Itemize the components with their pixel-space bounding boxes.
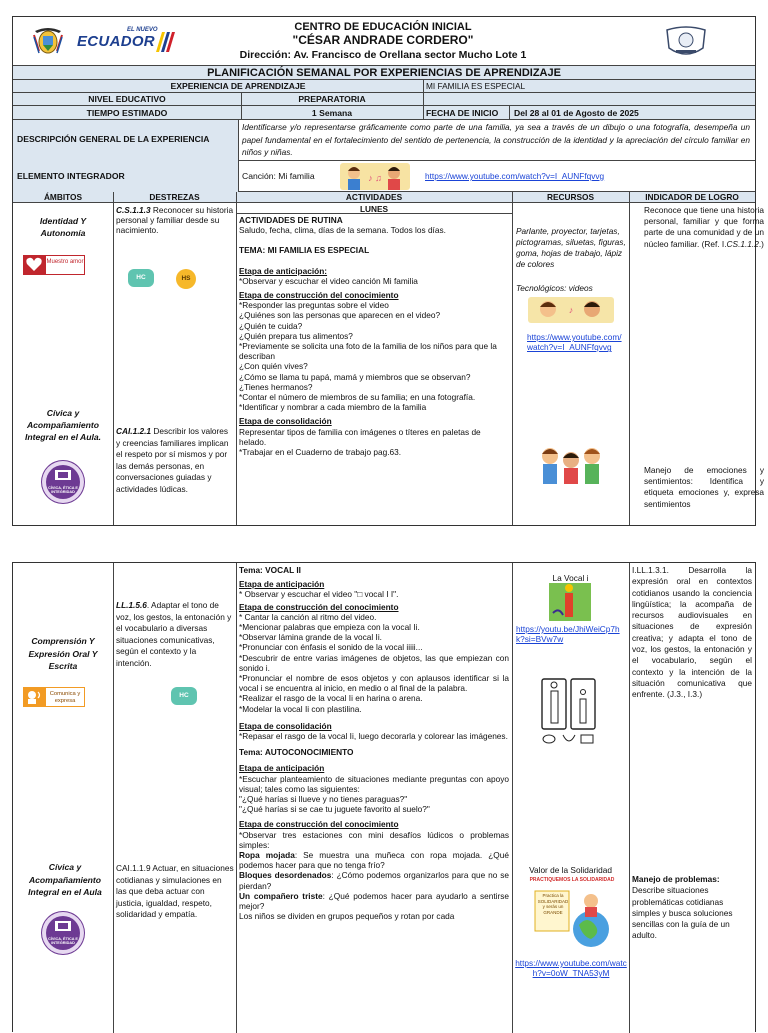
time-label: TIEMPO ESTIMADO — [86, 108, 168, 118]
school-name: CENTRO DE EDUCACIÓN INICIAL — [294, 21, 472, 33]
station-item: Bloques desordenados: ¿Cómo podemos organizarlos para que no se pierdan? — [239, 870, 509, 891]
col-destrezas: DESTREZAS — [149, 192, 200, 202]
ambito-comprension: Comprensión Y Expresión Oral Y Escrita — [28, 636, 98, 671]
activity-line: * Observar y escuchar el video "□ vocal I I". — [239, 589, 399, 600]
planning-page-2 — [12, 562, 756, 1032]
activity-line: *Modelar la vocal Ii con plastilina. — [239, 703, 362, 714]
activity-line: *Descubrir de entre varias imágenes de objetos, las que empiezan con sonido i. — [239, 652, 509, 673]
activity-line: *Observar y escuchar el video canción Mi familia — [239, 275, 418, 286]
video-thumbnail-kids — [528, 297, 614, 323]
svg-text:♪ ♫: ♪ ♫ — [368, 173, 382, 183]
integrator-row — [13, 161, 755, 192]
activity-line: "¿Qué harías si llueve y no tienes paraguas?" — [239, 794, 408, 805]
civic-ethics-badge-label-2: CÍVICA, ÉTICA E INTEGRIDAD — [48, 937, 78, 946]
experience-value: MI FAMILIA ES ESPECIAL — [426, 81, 526, 91]
destreza-ll156: LL.1.5.6. Adaptar el tono de voz, los gestos, la entonación y el vocabulario a diversas situaciones comunicativas, según el contexto y la intención. — [116, 600, 232, 668]
planning-page-1 — [12, 16, 764, 526]
start-date-label: FECHA DE INICIO — [426, 108, 499, 118]
chip-hs: HS — [176, 269, 196, 289]
badge-comunica — [23, 687, 103, 707]
solidaridad-poster: PRACTIQUEMOS LA SOLIDARIDAD Practica la SOLIDARIDAD y serás un GRANDE — [529, 877, 615, 953]
school-crest-icon — [663, 26, 709, 58]
activity-line: "¿Qué harías si se cae tu juguete favorito al suelo?" — [239, 804, 430, 815]
activities-day1: ACTIVIDADES DE RUTINA Saludo, fecha, clima, días de la semana. Todos los días. TEMA: MI FAMILIA ES ESPECIAL Etapa de anticipación: *Observar y escuchar el video canción Mi familia Etapa de construcción del conocimiento *Responder las preguntas sobre el video ¿Quiénes son las personas que aparecen en el video? ¿Quién te cuida? ¿Quién prepara tus alimentos? *Previamente se solicita una foto de la familia de los niños para que la describan ¿Con quién vives? ¿Cómo se llama tu papá, mamá y miembros que se observan? ¿Tienes hermanos? *Contar el número de miembros de su familia; en una fotografía. *Identificar y nombrar a cada miembro de la familia Etapa de consolidación Representar tipos de familia con imágenes o títeres en paletas de helado. *Trabajar en el Cuaderno de trabajo pag.63. — [239, 215, 509, 457]
table-header — [13, 192, 755, 203]
destreza-cai119: CAI.1.1.9 Actuar, en situaciones cotidianas y simulaciones en las que deba actuar con justicia, igualdad, respeto, solidaridad y empatía. — [116, 863, 234, 919]
integrator-song: Canción: Mi familia — [242, 171, 315, 181]
activity-line: *Contar el número de miembros de su familia; en una fotografía. — [239, 392, 476, 403]
heart-icon — [23, 255, 45, 275]
activity-line: ¿Quiénes son las personas que aparecen en el video? — [239, 310, 441, 321]
indicator-problemas: Manejo de problemas: Describe situaciones problemáticas cotidianas simples y busca soluciones sencillas con la guía de un adulto. — [632, 874, 733, 941]
col-ambitos: ÁMBITOS — [43, 192, 83, 202]
activity-line: *Observar lámina grande de la vocal Ii. — [239, 632, 382, 643]
activity-line: *Pronunciar el nombre de esos objetos y con aplausos identificar si la vocal i se encuentra al inicio, en medio o al final de la palabra. — [239, 673, 509, 694]
badge-muestro-amor — [23, 255, 103, 275]
activity-line: *Pronunciar con énfasis el sonido de la vocal iiiii... — [239, 642, 423, 653]
activity-line: Representar tipos de familia con imágenes o títeres en paletas de helado. — [239, 426, 481, 447]
resource-vocal-link[interactable]: https://youtu.be/JhiWeiCp7hk?si=BVw7w — [516, 624, 620, 645]
destreza-cs113: C.S.1.1.3 Reconocer su historia personal y familiar desde su nacimiento. — [116, 205, 234, 236]
station-item: Ropa mojada: Se muestra una muñeca con ropa mojada. ¿Qué podemos hacer para que no tenga frío? — [239, 850, 509, 871]
badge-comunica-label: Comunica y expresa — [45, 687, 85, 707]
resource-vocal-title: La Vocal i — [552, 573, 589, 583]
resources-list: Parlante, proyector, tarjetas, pictogramas, siluetas, figuras, goma, hojas de trabajo, lápiz de colores — [516, 226, 626, 269]
day-lunes: LUNES — [359, 204, 389, 214]
activity-line: ¿Tienes hermanos? — [239, 381, 313, 392]
activity-line: *Previamente se solicita una foto de la familia de los niños para que la describan — [239, 341, 497, 362]
description-label: DESCRIPCIÓN GENERAL DE LA EXPERIENCIA — [17, 134, 210, 144]
activities-vocal: Tema: VOCAL II Etapa de anticipación * Observar y escuchar el video "□ vocal I I". Etapa de construcción del conocimiento * Cantar la canción al ritmo del video. *Mencionar palabras que empieza con la vocal Ii. *Observar lámina grande de la vocal Ii. *Pronunciar con énfasis el sonido de la vocal iiiii... *Descubrir de entre varias imágenes de objetos, las que empiezan con sonido i. *Pronunciar el nombre de esos objetos y con aplausos identificar si la vocal i se encuentra al inicio, en medio o al final de la palabra. *Realizar el rasgo de la vocal Ii en harina o arena. *Modelar la vocal Ii con plastilina. Etapa de consolidación *Repasar el rasgo de la vocal Ii, luego decorarla y colorear las imágenes. Tema: AUTOCONOCIMIENTO Etapa de anticipación *Escuchar planteamiento de situaciones mediante preguntas con apoyo visual; tales como las siguientes: "¿Qué harías si llueve y no tienes paraguas?" "¿Qué harías si se cae tu juguete favorito al suelo?" Etapa de construcción del conocimiento *Observar tres estaciones con mini desafíos lúdicos o problemas simples: Ropa mojada: Se muestra una muñeca con ropa mojada. ¿Qué podemos hacer para que no tenga frío? Bloques desordenados: ¿Cómo podemos organizarlos para que no se pierdan? Un compañero triste: ¿Qué podemos hacer para ayudarlo a sentirse mejor? Los niños se dividen en grupos pequeños y rotan por cada — [239, 565, 509, 922]
integrator-label: ELEMENTO INTEGRADOR — [17, 171, 125, 181]
col-recursos: RECURSOS — [546, 192, 595, 202]
activity-line: *Responder las preguntas sobre el video — [239, 300, 389, 311]
description-row — [13, 120, 755, 161]
civic-ethics-badge-2 — [41, 911, 85, 955]
activity-line: *Trabajar en el Cuaderno de trabajo pag.63. — [239, 447, 402, 458]
family-children-illustration — [340, 163, 410, 190]
school-name-quoted: "CÉSAR ANDRADE CORDERO" — [292, 33, 474, 47]
ambito-civica: Cívica y Acompañamiento Integral en el Aula. — [24, 408, 102, 442]
experience-label: EXPERIENCIA DE APRENDIZAJE — [170, 81, 306, 91]
family-group-illustration — [536, 442, 606, 486]
col-indicador: INDICADOR DE LOGRO — [645, 192, 739, 202]
level-label: NIVEL EDUCATIVO — [88, 94, 166, 104]
resource-solidaridad-title: Valor de la Solidaridad — [529, 865, 612, 875]
activity-line: * Cantar la canción al ritmo del video. — [239, 611, 377, 622]
activity-line: ¿Con quién vives? — [239, 361, 308, 372]
activity-line: *Escuchar planteamiento de situaciones mediante preguntas con apoyo visual; tales como las siguientes: — [239, 773, 509, 794]
civic-ethics-badge-label: CÍVICA, ÉTICA E INTEGRIDAD — [48, 486, 78, 495]
indicator-ill131: I.LL.1.3.1. Desarrolla la expresión oral en contextos cotidianos usando la conciencia lingüística; la acompaña de recursos audiovisuales en situaciones de expresión creativa; y adapta el tono de voz, los gestos, la entonación y el vocabulario, según el contexto y la intención de la situación comunicativa que enfrente. (J.3., I.3.) — [632, 565, 752, 700]
description-text: Identificarse y/o representarse gráficamente como parte de una familia, ya sea a través de un dibujo o una fotografía, desempeña un papel fundamental en el fortalecimiento del sentido de pertenencia, la construcción de la identidad y la apreciación del círculo familiar en niños y niñas. — [242, 122, 750, 157]
activity-line: *Identificar y nombrar a cada miembro de la familia — [239, 402, 427, 413]
document-header — [13, 17, 755, 66]
station-item: Un compañero triste: ¿Qué podemos hacer para ayudarlo a sentirse mejor? — [239, 890, 509, 912]
integrator-song-link[interactable]: https://www.youtube.com/watch?v=I_AUNFfqvvg — [425, 171, 605, 181]
time-value: 1 Semana — [311, 108, 353, 118]
activity-line: *Mencionar palabras que empieza con la vocal Ii. — [239, 622, 420, 633]
badge-muestro-amor-label: Muestro amor — [45, 255, 85, 275]
chip-hc: HC — [128, 269, 154, 287]
speech-icon — [23, 687, 45, 707]
activity-line: *Repasar el rasgo de la vocal Ii, luego decorarla y colorear las imágenes. — [239, 731, 508, 742]
activity-line: *Realizar el rasgo de la vocal Ii en harina o arena. — [239, 693, 423, 704]
activity-line: ¿Quién te cuida? — [239, 320, 303, 331]
activity-line: ¿Quién prepara tus alimentos? — [239, 330, 353, 341]
level-row — [13, 93, 755, 106]
time-row — [13, 106, 755, 120]
level-value: PREPARATORIA — [298, 94, 366, 104]
vocal-i-worksheet — [539, 677, 599, 751]
ambito-civica-2: Cívica y Acompañamiento Integral en el Aula — [28, 862, 102, 897]
indicator-2: Manejo de emociones y sentimientos: Identifica y etiqueta emociones y, expresa sentimientos — [644, 465, 764, 509]
col-actividades: ACTIVIDADES — [345, 192, 403, 202]
activity-line: ¿Cómo se llama tu papá, mamá y miembros que se observan? — [239, 371, 471, 382]
resources-tech: Tecnológicos: videos — [516, 283, 593, 293]
resources-video-link[interactable]: https://www.youtube.com/watch?v=I_AUNFfqvvg — [527, 332, 622, 353]
el-nuevo-ecuador-logo: EL NUEVO ECUADOR — [75, 27, 185, 57]
ambito-identidad: Identidad Y Autonomía — [39, 216, 87, 238]
vocal-i-thumbnail — [549, 583, 591, 621]
svg-text:♪: ♪ — [568, 305, 574, 315]
planning-title: PLANIFICACIÓN SEMANAL POR EXPERIENCIAS DE APRENDIZAJE — [13, 66, 755, 80]
chip-hc-2: HC — [171, 687, 197, 705]
civic-ethics-badge — [41, 460, 85, 504]
school-address: Dirección: Av. Francisco de Orellana sector Mucho Lote 1 — [239, 49, 527, 61]
resource-solidaridad-link[interactable]: https://www.youtube.com/watch?v=0oW_TNA53yM — [515, 958, 627, 979]
ecuador-coat-of-arms-icon — [31, 25, 65, 57]
start-date-value: Del 28 al 01 de Agosto de 2025 — [514, 108, 639, 118]
destreza-cai121: CAI.1.2.1 Describir los valores y creencias familiares implican el respeto por sí mismos y por las demás personas, en conversaciones guiadas y actividades lúdicas. — [116, 426, 229, 494]
experience-row — [13, 80, 755, 93]
indicator-1: Reconoce que tiene una historia personal, familiar y que forma parte de una comunidad y de un núcleo familiar. (Ref. I.CS.1.1.2.) — [644, 205, 764, 249]
